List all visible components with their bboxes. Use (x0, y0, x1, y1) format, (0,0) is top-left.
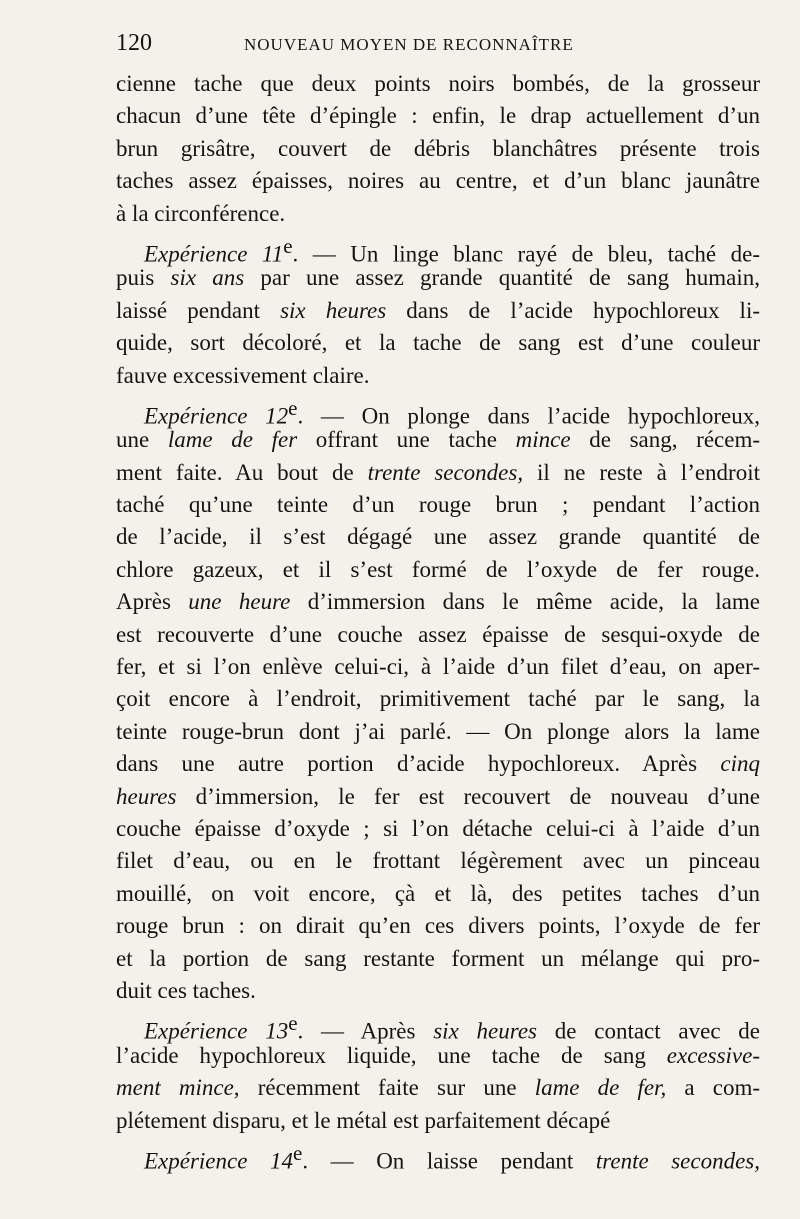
text-line: fauve excessivement claire. (116, 362, 370, 388)
text-line: taches assez épaisses, noires au centre, et d’un blanc jaunâtre (116, 168, 760, 194)
running-title: NOUVEAU MOYEN DE RECONNAÎTRE (244, 35, 574, 54)
text-line: cienne tache que deux points noirs bombés, de la grosseur (116, 71, 760, 96)
text-line: dans une autre portion d’acide hypochloreux. Après cinq (116, 751, 760, 777)
text-line: ment mince, récemment faite sur une lame de fer, a com- (116, 1075, 760, 1101)
experiment-heading-line: Expérience 14e. — On laisse pendant trente secondes, (144, 1140, 761, 1174)
text-line: une lame de fer offrant une tache mince de sang, récem- (116, 427, 761, 453)
text-line: chacun d’une tête d’épingle : enfin, le drap actuellement d’un (116, 103, 760, 129)
text-line: ment faite. Au bout de trente secondes, il ne reste à l’endroit (116, 459, 760, 485)
text-line: mouillé, on voit encore, çà et là, des petites taches d’un (116, 880, 760, 906)
text-line: duit ces taches. (116, 977, 256, 1003)
text-line: quide, sort décoloré, et la tache de sang est d’une couleur (116, 330, 760, 356)
text-line: l’acide hypochloreux liquide, une tache de sang excessive- (116, 1042, 760, 1068)
text-line: et la portion de sang restante forment un mélange qui pro- (116, 945, 760, 971)
text-line: fer, et si l’on enlève celui-ci, à l’aide d’un filet d’eau, on aper- (116, 654, 760, 680)
text-line: heures d’immersion, le fer est recouvert de nouveau d’une (116, 783, 760, 809)
text-line: teinte rouge-brun dont j’ai parlé. — On plonge alors la lame (116, 718, 760, 744)
text-line: filet d’eau, ou en le frottant légèrement avec un pinceau (116, 848, 760, 874)
experiment-heading-line: Expérience 11e. — Un linge blanc rayé de bleu, taché de- (144, 233, 760, 267)
text-line: plétement disparu, et le métal est parfaitement décapé (116, 1107, 611, 1133)
text-line: couche épaisse d’oxyde ; si l’on détache celui-ci à l’aide d’un (116, 815, 760, 841)
experiment-heading-line: Expérience 12e. — On plonge dans l’acide hypochloreux, (144, 395, 760, 429)
text-line: à la circonférence. (116, 200, 286, 226)
text-line: taché qu’une teinte d’un rouge brun ; pendant l’action (116, 492, 760, 518)
page-number: 120 (116, 30, 152, 56)
text-line: çoit encore à l’endroit, primitivement taché par le sang, la (116, 686, 760, 712)
text-line: puis six ans par une assez grande quantité de sang humain, (116, 265, 761, 291)
text-line: laissé pendant six heures dans de l’acide hypochloreux li- (116, 297, 761, 323)
experiment-heading-line: Expérience 13e. — Après six heures de contact avec de (144, 1011, 761, 1044)
text-line: Après une heure d’immersion dans le même acide, la lame (116, 589, 760, 615)
page-header (116, 30, 760, 64)
text-line: rouge brun : on dirait qu’en ces divers points, l’oxyde de fer (116, 913, 760, 939)
text-line: de l’acide, il s’est dégagé une assez grande quantité de (116, 524, 760, 550)
text-line: est recouverte d’une couche assez épaisse de sesqui-oxyde de (116, 621, 760, 647)
text-line: chlore gazeux, et il s’est formé de l’oxyde de fer rouge. (116, 556, 760, 582)
text-line: brun grisâtre, couvert de débris blanchâtres présente trois (116, 135, 760, 161)
body-text (116, 68, 761, 1174)
